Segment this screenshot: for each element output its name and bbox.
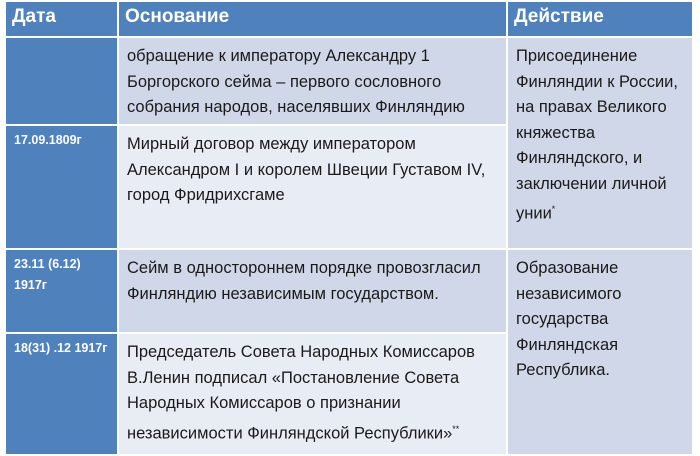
- action-independence: [508, 250, 692, 454]
- footnote-mark-2: **: [452, 423, 460, 434]
- history-table: [6, 2, 692, 454]
- action-republic-text: Финляндская Республика.: [516, 335, 619, 379]
- action-accession: [508, 38, 692, 248]
- header-action: Действие: [508, 2, 692, 36]
- row-1-date: [6, 38, 117, 124]
- row-3-date: 23.11 (6.12) 1917г: [6, 250, 117, 332]
- row-2-date: 17.09.1809г: [6, 126, 117, 248]
- row-1-basis: обращение к императору Александру 1 Боргорского сейма – первого сословного собрания народов, населявших Финляндию: [119, 38, 506, 124]
- action-independence-text: Образование независимого государства: [516, 259, 622, 328]
- row-2-basis: Мирный договор между императором Александром I и королем Швеции Густавом IV, город Фридрихсгаме: [119, 126, 506, 248]
- row-4-date: 18(31) .12 1917г: [6, 334, 117, 454]
- row-4-basis: [119, 334, 506, 454]
- footnote-mark-1: *: [551, 204, 556, 214]
- action-accession-text: Присоединение Финляндии к России, на правах Великого княжества Финляндского, и заключении личной унии: [516, 47, 678, 223]
- header-basis: Основание: [119, 2, 506, 36]
- header-date: Дата: [6, 2, 117, 36]
- row-4-basis-text: Председатель Совета Народных Комиссаров В.Ленин подписал «Постановление Совета Народных Комиссаров о признании независимости Финляндской Республики»: [127, 343, 475, 442]
- row-3-basis: Сейм в одностороннем порядке провозгласил Финляндию независимым государством.: [119, 250, 506, 332]
